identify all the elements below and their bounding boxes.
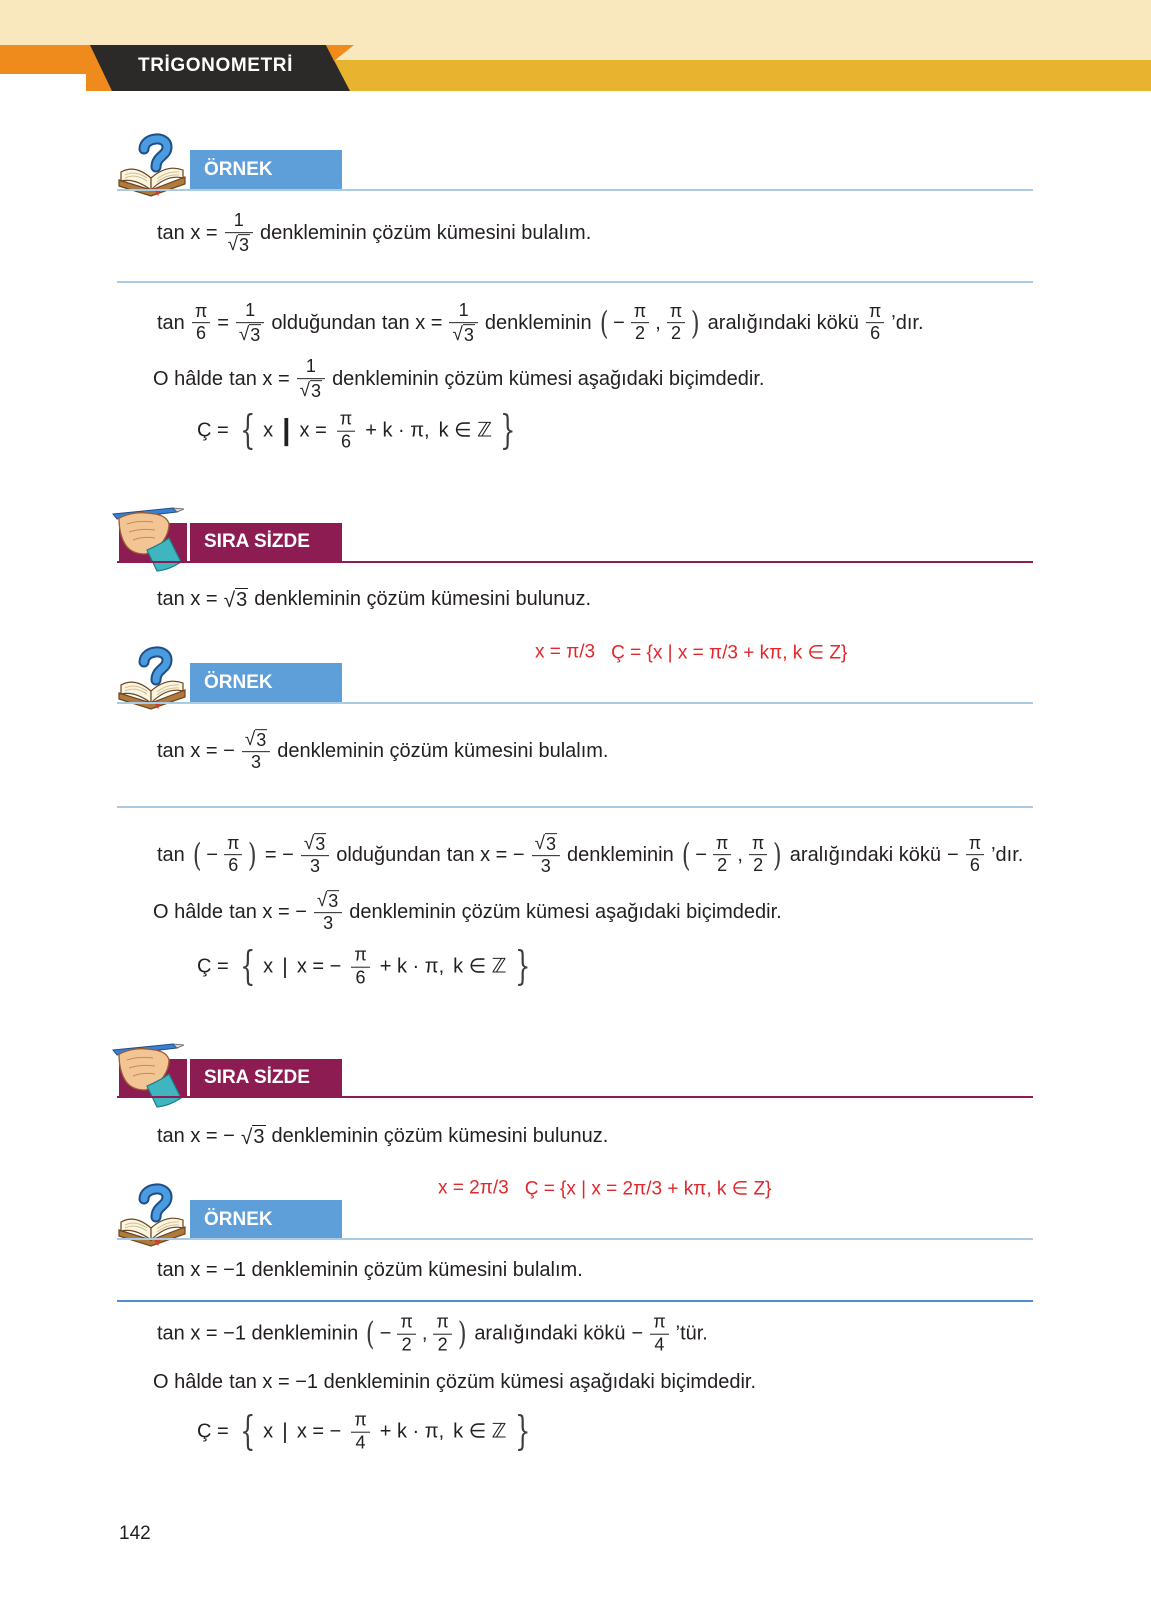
denominator	[236, 323, 264, 345]
bracket-content	[206, 834, 243, 877]
answer-solution-set: Ç = {x | x = π/3 + kπ, k ∈ Z}	[611, 642, 848, 664]
fraction	[192, 302, 210, 345]
denominator	[532, 856, 560, 877]
math-text: denkleminin	[484, 312, 592, 334]
example-problem	[157, 729, 608, 773]
math-text: aralığındaki kökü	[474, 1323, 626, 1345]
fraction	[532, 833, 560, 877]
math-text: ,	[737, 844, 743, 866]
solution-set	[197, 1411, 535, 1454]
fraction	[866, 302, 884, 345]
math-text: tan	[157, 844, 185, 866]
math-text: tan x =	[381, 312, 443, 334]
radical-sign: √	[223, 588, 236, 612]
bracket-group	[235, 410, 521, 453]
numerator	[866, 302, 884, 324]
numerator	[433, 1313, 451, 1335]
radical-sign: √	[534, 833, 545, 855]
math-text: 6	[870, 323, 881, 344]
fraction	[301, 833, 329, 877]
math-text: k ∈ ℤ	[453, 1421, 507, 1443]
opening-bracket: (	[681, 836, 691, 874]
practice-header-rule	[117, 1096, 1033, 1098]
separator-bar: |	[282, 414, 291, 447]
math-text: 2	[753, 855, 764, 876]
fraction	[242, 729, 270, 773]
numerator	[225, 211, 253, 233]
math-text: π	[715, 832, 729, 853]
example-label	[190, 150, 342, 189]
example-header-rule	[117, 1238, 1033, 1240]
math-text: Ç =	[197, 1421, 229, 1443]
opening-bracket: (	[599, 304, 609, 342]
radicand: 3	[545, 834, 556, 855]
math-text: π	[339, 408, 353, 429]
handwritten-answer	[438, 1178, 771, 1201]
math-text: tan x = −	[157, 740, 235, 762]
denominator	[749, 856, 767, 877]
handwritten-answer	[535, 642, 847, 665]
math-text: x =	[299, 420, 327, 442]
denominator	[297, 379, 325, 401]
opening-bracket: (	[366, 1315, 375, 1353]
example-label-text: ÖRNEK	[204, 1208, 273, 1230]
header-gold-bar	[320, 60, 1151, 91]
math-text: 6	[341, 431, 352, 452]
square-root	[228, 234, 250, 255]
answer-root-value: x = 2π/3	[438, 1177, 509, 1199]
square-root	[241, 1125, 266, 1148]
fraction	[631, 302, 649, 345]
math-text: aralığındaki kökü	[707, 312, 859, 334]
fraction	[433, 1313, 451, 1356]
numerator	[449, 301, 477, 323]
math-text: π	[400, 1311, 413, 1332]
hand-pen-icon	[109, 1040, 189, 1108]
opening-bracket: {	[239, 944, 256, 990]
radical-sign: √	[316, 890, 328, 912]
math-text: 4	[355, 1432, 366, 1453]
math-text: 2	[670, 323, 681, 344]
chapter-header-banner	[0, 0, 1151, 95]
radicand: 3	[253, 1125, 265, 1148]
math-text: tan x = −1 denkleminin	[157, 1323, 359, 1345]
bracket-group	[235, 946, 535, 989]
numerator	[236, 301, 264, 323]
math-text: π	[354, 1409, 367, 1430]
fraction	[225, 211, 253, 255]
closing-bracket: }	[514, 944, 530, 990]
math-text: π	[968, 832, 982, 853]
book-question-icon	[117, 1180, 187, 1247]
math-text: 6	[355, 967, 366, 988]
math-text: x	[263, 1421, 274, 1443]
example-header-rule	[117, 702, 1033, 704]
fraction	[713, 834, 731, 877]
denominator	[713, 856, 731, 877]
denominator	[224, 856, 242, 877]
page-number: 142	[119, 1523, 151, 1544]
square-root	[224, 588, 249, 611]
denominator	[866, 324, 884, 345]
math-text: tan x = −	[157, 1125, 235, 1147]
bracket-group	[235, 1411, 535, 1454]
fraction	[650, 1313, 668, 1356]
problem-solution-separator	[117, 281, 1033, 283]
math-text: Ç =	[197, 956, 229, 978]
denominator	[337, 432, 355, 453]
numerator	[667, 302, 685, 324]
fraction	[351, 946, 369, 989]
fraction	[667, 302, 685, 345]
fraction	[449, 301, 477, 345]
numerator	[631, 302, 649, 324]
numerator	[397, 1313, 415, 1335]
math-text: O hâlde	[153, 368, 224, 390]
radicand: 3	[236, 588, 248, 611]
numerator	[301, 833, 329, 856]
numerator	[337, 410, 355, 432]
denominator	[301, 856, 329, 877]
bracket-content	[263, 946, 506, 989]
math-text: + k · π,	[379, 956, 445, 978]
bracket-content	[380, 1313, 453, 1356]
math-text: 2	[401, 1334, 412, 1355]
math-text: Ç =	[197, 420, 229, 442]
math-text: 3	[310, 856, 321, 877]
math-text: π	[653, 1311, 666, 1332]
math-text: 1	[458, 300, 469, 321]
solution-line	[157, 1313, 708, 1356]
math-text: −	[695, 844, 707, 866]
example-label	[190, 663, 342, 702]
math-text: tan x = −1 denkleminin çözüm kümesi aşağıdaki biçimdedir.	[229, 1371, 756, 1393]
math-text: tan x =	[229, 368, 290, 390]
math-text: −	[379, 1323, 392, 1345]
numerator	[650, 1313, 668, 1335]
fraction	[314, 890, 342, 934]
closing-bracket: )	[691, 304, 700, 342]
denominator	[449, 323, 477, 345]
math-text: k ∈ ℤ	[438, 420, 493, 442]
radicand: 3	[256, 730, 267, 751]
fraction	[397, 1313, 415, 1356]
math-text: x	[263, 420, 274, 442]
numerator	[749, 834, 767, 856]
denominator	[631, 324, 649, 345]
math-text: tan x = −1 denkleminin çözüm kümesini bulalım.	[157, 1259, 583, 1281]
separator-bar: |	[282, 953, 288, 979]
math-text: ,	[421, 1323, 428, 1345]
answer-solution-set: Ç = {x | x = 2π/3 + kπ, k ∈ Z}	[524, 1178, 772, 1200]
math-text: denkleminin çözüm kümesini bulunuz.	[254, 588, 592, 610]
practice-label-text: SIRA SİZDE	[204, 531, 310, 552]
radicand: 3	[311, 380, 322, 401]
math-text: π	[226, 832, 240, 853]
denominator	[242, 752, 270, 773]
solution-set	[197, 946, 535, 989]
numerator	[192, 302, 210, 324]
math-text: denkleminin	[567, 844, 674, 866]
square-root	[300, 380, 322, 401]
example-header-rule	[117, 189, 1033, 191]
answer-root-value: x = π/3	[535, 641, 596, 663]
bracket-group	[598, 302, 702, 345]
denominator	[650, 1335, 668, 1356]
radicand: 3	[328, 891, 339, 912]
solution-set	[197, 410, 520, 453]
numerator	[351, 946, 369, 968]
math-text: 1	[305, 356, 316, 377]
solution-line	[157, 833, 1023, 877]
opening-bracket: {	[239, 1409, 256, 1455]
bracket-content	[263, 410, 492, 453]
radical-sign: √	[238, 323, 250, 345]
square-root	[317, 890, 339, 911]
solution-line	[157, 301, 924, 345]
numerator	[351, 1411, 369, 1433]
practice-prompt	[157, 587, 591, 611]
example-problem	[157, 1258, 583, 1282]
closing-bracket: )	[248, 836, 258, 874]
fraction	[337, 410, 355, 453]
numerator	[966, 834, 984, 856]
bracket-content	[263, 1411, 506, 1454]
denominator	[433, 1335, 451, 1356]
math-text: π	[194, 300, 208, 321]
opening-bracket: {	[239, 408, 256, 454]
math-text: tan x = −	[446, 844, 525, 866]
square-root	[452, 324, 474, 345]
numerator	[532, 833, 560, 856]
math-text: = −	[264, 844, 294, 866]
math-text: π	[354, 944, 367, 965]
math-text: −	[206, 844, 218, 866]
denominator	[397, 1335, 415, 1356]
math-text: −	[631, 1323, 644, 1345]
separator-bar: |	[282, 1418, 288, 1444]
math-text: 2	[717, 855, 728, 876]
math-text: π	[751, 832, 765, 853]
math-text: 4	[654, 1334, 665, 1355]
numerator	[713, 834, 731, 856]
bracket-group	[680, 834, 784, 877]
denominator	[314, 913, 342, 934]
math-text: O hâlde	[153, 901, 224, 923]
radicand: 3	[315, 834, 326, 855]
fraction	[749, 834, 767, 877]
radical-sign: √	[240, 1125, 253, 1149]
denominator	[966, 856, 984, 877]
math-text: 3	[323, 913, 334, 934]
radicand: 3	[463, 324, 474, 345]
square-root	[245, 729, 267, 750]
math-text: tan x = −	[229, 901, 307, 923]
math-text: tan x =	[157, 222, 218, 244]
fraction	[236, 301, 264, 345]
closing-bracket: )	[773, 836, 782, 874]
math-text: denkleminin çözüm kümesini bulunuz.	[271, 1125, 609, 1147]
math-text: 1	[233, 210, 244, 231]
opening-bracket: (	[192, 836, 202, 874]
numerator	[242, 729, 270, 752]
denominator	[192, 324, 210, 345]
square-root	[535, 833, 557, 854]
math-text: 2	[634, 323, 645, 344]
radicand: 3	[238, 234, 249, 255]
numerator	[297, 357, 325, 379]
closing-bracket: )	[457, 1315, 467, 1353]
math-text: 1	[245, 300, 256, 321]
radical-sign: √	[452, 323, 463, 345]
math-text: ’dır.	[891, 312, 924, 334]
fraction	[297, 357, 325, 401]
math-text: denkleminin çözüm kümesini bulalım.	[277, 740, 609, 762]
example-label	[190, 1200, 342, 1239]
math-text: x = −	[296, 956, 342, 978]
math-text: −	[613, 312, 625, 334]
example-problem	[157, 211, 591, 255]
solution-line	[153, 890, 782, 934]
math-text: 3	[540, 856, 551, 877]
math-text: 2	[437, 1334, 448, 1355]
fraction	[966, 834, 984, 877]
math-text: π	[868, 300, 882, 321]
math-text: ’tür.	[675, 1323, 708, 1345]
denominator	[351, 968, 369, 989]
fraction	[224, 834, 242, 877]
book-question-icon	[117, 130, 187, 197]
example-label-text: ÖRNEK	[204, 158, 273, 180]
math-text: 6	[196, 323, 207, 344]
math-text: 6	[969, 855, 980, 876]
math-text: olduğundan	[271, 312, 376, 334]
math-text: O hâlde	[153, 1371, 224, 1393]
radical-sign: √	[303, 833, 315, 855]
square-root	[304, 833, 326, 854]
bracket-content	[613, 302, 686, 345]
problem-solution-separator	[117, 806, 1033, 808]
math-text: x	[263, 956, 274, 978]
square-root	[239, 324, 261, 345]
radicand: 3	[250, 324, 261, 345]
math-text: ’dır.	[991, 844, 1024, 866]
math-text: + k · π,	[365, 420, 430, 442]
chapter-title: TRİGONOMETRİ	[138, 55, 293, 76]
problem-solution-separator	[117, 1300, 1033, 1302]
math-text: + k · π,	[379, 1421, 445, 1443]
solution-line	[153, 357, 764, 401]
math-text: aralığındaki kökü	[789, 844, 941, 866]
math-text: tan	[157, 312, 185, 334]
closing-bracket: }	[514, 1409, 530, 1455]
denominator	[351, 1433, 369, 1454]
math-text: −	[947, 844, 959, 866]
solution-line	[153, 1370, 756, 1394]
math-text: olduğundan	[336, 844, 441, 866]
bracket-group	[191, 834, 259, 877]
math-text: denkleminin çözüm kümesi aşağıdaki biçimdedir.	[332, 368, 765, 390]
bracket-group	[364, 1313, 468, 1356]
book-question-icon	[117, 643, 187, 710]
math-text: denkleminin çözüm kümesini bulalım.	[260, 222, 592, 244]
denominator	[225, 233, 253, 255]
fraction	[351, 1411, 369, 1454]
math-text: =	[217, 312, 229, 334]
math-text: π	[633, 300, 647, 321]
numerator	[314, 890, 342, 913]
closing-bracket: }	[500, 408, 516, 454]
math-text: tan x =	[157, 588, 218, 610]
practice-label-text: SIRA SİZDE	[204, 1067, 310, 1088]
radical-sign: √	[227, 233, 238, 255]
practice-prompt	[157, 1124, 608, 1148]
bracket-content	[695, 834, 768, 877]
math-text: denkleminin çözüm kümesi aşağıdaki biçimdedir.	[349, 901, 782, 923]
practice-label	[190, 1059, 342, 1097]
numerator	[224, 834, 242, 856]
radical-sign: √	[299, 379, 311, 401]
math-text: 6	[228, 855, 239, 876]
radical-sign: √	[244, 729, 256, 751]
math-text: x = −	[296, 1421, 342, 1443]
denominator	[667, 324, 685, 345]
math-text: k ∈ ℤ	[453, 956, 507, 978]
practice-label	[190, 523, 342, 561]
math-text: 3	[251, 752, 262, 773]
math-text: π	[669, 300, 683, 321]
math-text: ,	[655, 312, 661, 334]
practice-header-rule	[117, 561, 1033, 563]
math-text: π	[436, 1311, 449, 1332]
example-label-text: ÖRNEK	[204, 671, 273, 693]
